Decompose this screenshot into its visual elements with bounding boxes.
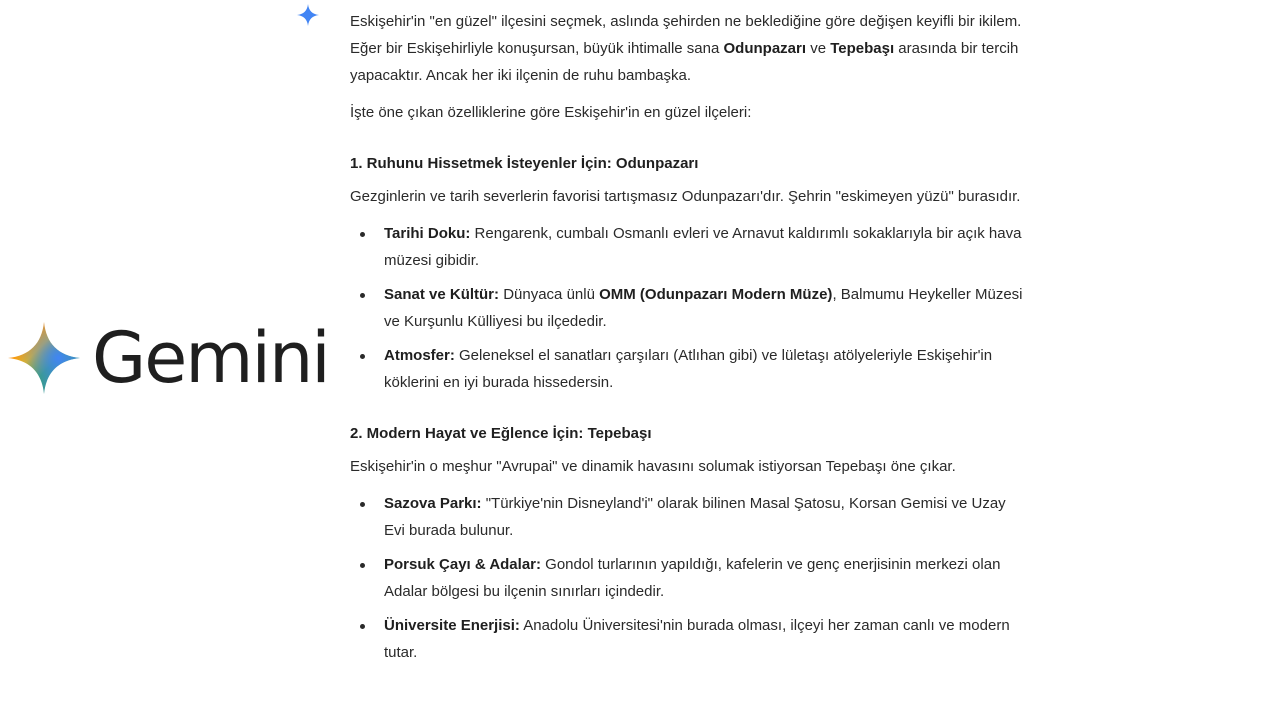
bullet-list: [350, 220, 1030, 396]
gemini-logo: [8, 317, 329, 399]
list-item: [350, 551, 1030, 605]
intro-text: arasında bir tercih yapacaktır. Ancak her iki ilçenin de ruhu bambaşka.: [350, 40, 1019, 84]
item-label: Sanat ve Kültür:: [384, 286, 500, 303]
section-heading: 1. Ruhunu Hissetmek İsteyenler İçin: Odunpazarı: [350, 155, 699, 172]
item-label: Atmosfer:: [384, 347, 455, 364]
item-text: Anadolu Üniversitesi'nin burada olması, ilçeyi her zaman canlı ve modern tutar.: [384, 617, 1010, 661]
intro-text: ve: [806, 40, 831, 57]
section-heading: 2. Modern Hayat ve Eğlence İçin: Tepebaşı: [350, 425, 652, 442]
section-text: Gezginlerin ve tarih severlerin favorisi tartışmasız Odunpazarı'dır. Şehrin "eskimeyen yüzü" burasıdır.: [350, 188, 1021, 205]
item-label: Üniversite Enerjisi:: [384, 617, 520, 634]
item-text: Gondol turlarının yapıldığı, kafelerin ve genç enerjisinin merkezi olan Adalar bölgesi bu ilçenin sınırları içindedir.: [384, 556, 1001, 600]
list-item: [350, 342, 1030, 396]
intro-paragraph: [350, 8, 1030, 89]
item-text: Rengarenk, cumbalı Osmanlı evleri ve Arnavut kaldırımlı sokaklarıyla bir açık hava müzesi gibidir.: [384, 225, 1022, 269]
list-item: [350, 490, 1030, 544]
intro-bold-odunpazari: Odunpazarı: [723, 40, 807, 57]
list-item: [350, 220, 1030, 274]
item-bold: OMM (Odunpazarı Modern Müze): [599, 286, 833, 303]
list-item: [350, 281, 1030, 335]
lead-paragraph: İşte öne çıkan özelliklerine göre Eskişehir'in en güzel ilçeleri:: [350, 104, 752, 121]
item-label: Tarihi Doku:: [384, 225, 471, 242]
item-text: Geleneksel el sanatları çarşıları (Atlıhan gibi) ve lületaşı atölyeleriyle Eskişehir'in köklerini en iyi burada hissedersin.: [384, 347, 993, 391]
item-label: Porsuk Çayı & Adalar:: [384, 556, 541, 573]
intro-bold-tepebasi: Tepebaşı: [830, 40, 895, 57]
item-text: Dünyaca ünlü: [499, 286, 600, 303]
intro-text: Eskişehir'in "en güzel" ilçesini seçmek, aslında şehirden ne beklediğine göre değişen keyifli bir ikilem. Eğer bir Eskişehirliyle konuşursan, büyük ihtimalle sana: [350, 13, 1022, 57]
item-text: "Türkiye'nin Disneyland'i" olarak bilinen Masal Şatosu, Korsan Gemisi ve Uzay Evi burada bulunur.: [384, 495, 1006, 539]
list-item: [350, 612, 1030, 666]
gemini-spark-icon: [8, 322, 80, 394]
section-text: Eskişehir'in o meşhur "Avrupai" ve dinamik havasını solumak istiyorsan Tepebaşı öne çıkar.: [350, 458, 956, 475]
brand-name: Gemini: [92, 317, 329, 399]
response-body: [350, 8, 1030, 673]
bullet-list: [350, 490, 1030, 666]
item-label: Sazova Parkı:: [384, 495, 482, 512]
item-text: , Balmumu Heykeller Müzesi ve Kurşunlu Külliyesi bu ilçededir.: [384, 286, 1023, 330]
gemini-response-icon: [297, 4, 319, 26]
